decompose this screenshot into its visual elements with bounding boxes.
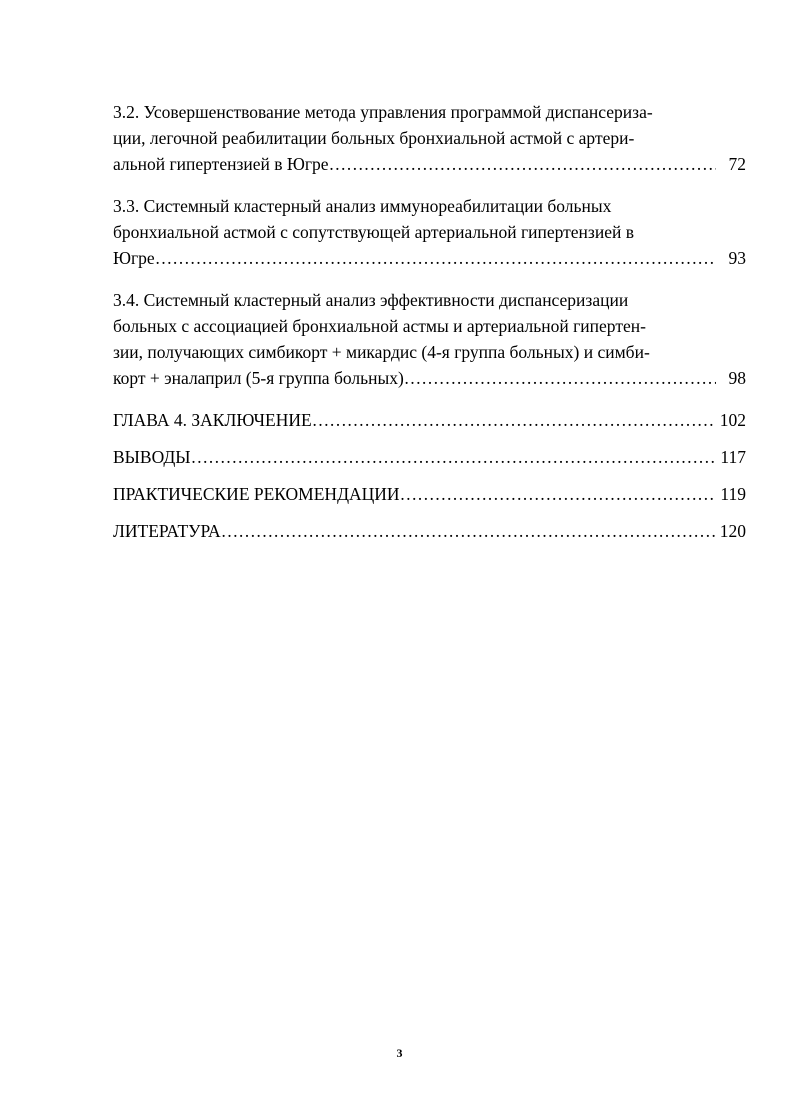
toc-entry-line: 3.2. Усовершенствование метода управления программой диспансериза- [113, 102, 653, 122]
dot-leader [191, 444, 716, 470]
toc-entry-3-4 [113, 287, 746, 391]
dot-leader [221, 518, 716, 544]
toc-page-number: 93 [728, 248, 746, 268]
toc-entry-last-line [113, 407, 746, 433]
dot-leader [400, 481, 716, 507]
toc-entry-text: ЛИТЕРАТУРА [113, 521, 221, 541]
toc-page-number: 119 [720, 484, 746, 504]
toc-entry-line: 3.4. Системный кластерный анализ эффективности диспансеризации [113, 290, 629, 310]
toc-entry-last-line [113, 151, 746, 177]
page-number: 3 [396, 1046, 403, 1060]
toc-page-number: 102 [719, 410, 746, 430]
dot-leader [312, 407, 716, 433]
toc-entry-line: ции, легочной реабилитации больных бронхиальной астмой с артери- [113, 128, 635, 148]
toc-entry-text: Югре [113, 248, 155, 268]
toc-entry-literature [113, 518, 746, 544]
toc-entry-text: корт + эналаприл (5-я группа больных) [113, 368, 404, 388]
dot-leader [404, 365, 716, 391]
toc-entry-last-line [113, 444, 746, 470]
toc-page-number: 98 [728, 368, 746, 388]
toc-entry-conclusions [113, 444, 746, 470]
toc-entry-text: ГЛАВА 4. ЗАКЛЮЧЕНИЕ [113, 410, 312, 430]
dot-leader [155, 245, 716, 271]
toc-page-number: 72 [728, 154, 746, 174]
toc-page-number: 120 [719, 521, 746, 541]
toc-page-number: 117 [720, 447, 746, 467]
dot-leader [329, 151, 716, 177]
toc-entry-line: бронхиальной астмой с сопутствующей артериальной гипертензией в [113, 222, 634, 242]
toc-entry-line: больных с ассоциацией бронхиальной астмы и артериальной гипертен- [113, 316, 646, 336]
toc-entry-3-3 [113, 193, 746, 271]
toc-entry-last-line [113, 481, 746, 507]
toc-entry-3-2 [113, 99, 746, 177]
toc-entry-text: ВЫВОДЫ [113, 447, 191, 467]
toc-entry-recommendations [113, 481, 746, 507]
toc-entry-line: 3.3. Системный кластерный анализ иммунореабилитации больных [113, 196, 612, 216]
table-of-contents [113, 99, 746, 555]
toc-entry-text: ПРАКТИЧЕСКИЕ РЕКОМЕНДАЦИИ [113, 484, 400, 504]
toc-entry-text: альной гипертензией в Югре [113, 154, 329, 174]
toc-entry-chapter-4 [113, 407, 746, 433]
toc-entry-last-line [113, 365, 746, 391]
toc-entry-last-line [113, 518, 746, 544]
toc-entry-last-line [113, 245, 746, 271]
toc-entry-line: зии, получающих симбикорт + микардис (4-я группа больных) и симби- [113, 342, 650, 362]
